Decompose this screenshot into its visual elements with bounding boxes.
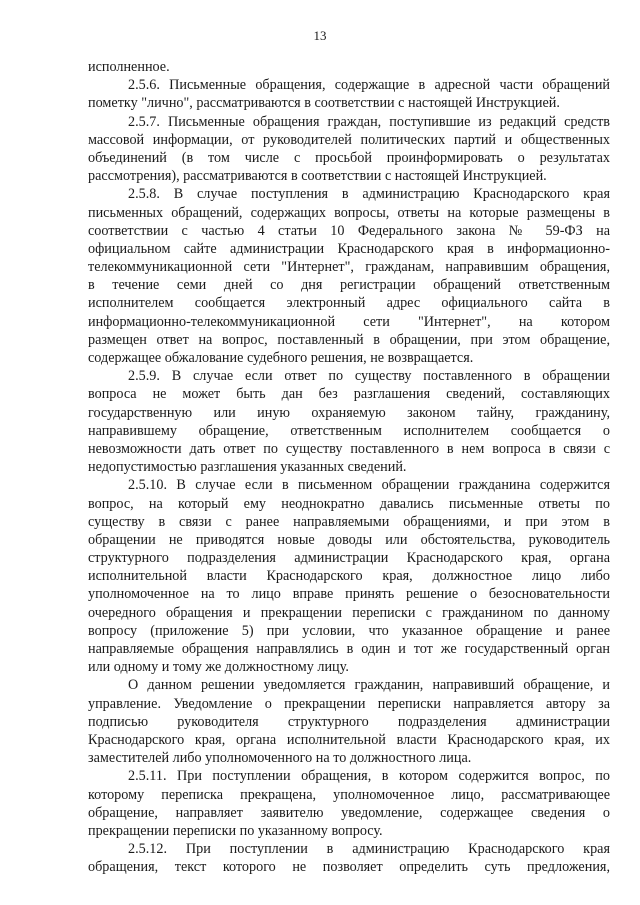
text-line: О данном решении уведомляется гражданин, направивший обращение, и: [128, 677, 610, 694]
text-line: исполнителем сообщается электронный адрес официального сайта в: [88, 295, 610, 312]
text-line: обращения, текст которого не позволяет определить суть предложения,: [88, 859, 610, 876]
text-line: направившему обращение, ответственным исполнителем сообщается о: [88, 422, 610, 439]
text-line: пометку "лично", рассматриваются в соответствии с настоящей Инструкцией.: [88, 95, 560, 112]
text-line: исполнительной власти Краснодарского края, должностное лицо либо: [88, 568, 610, 585]
text-line: 2.5.6. Письменные обращения, содержащие в адресной части обращений: [128, 77, 610, 94]
paragraph-p-2-5-9: [88, 367, 610, 476]
paragraph-continuation: [88, 58, 610, 76]
text-line: уполномоченное на то лицо вправе принять решение о безосновательности: [88, 586, 610, 603]
text-line: направляемые обращения направлялись в один и тот же государственный орган: [88, 641, 610, 657]
paragraph-p-2-5-6: [88, 76, 610, 112]
text-line: обращение, направляет заявителю уведомление, содержащее сведения о: [88, 804, 610, 821]
text-line: телекоммуникационной сети "Интернет", гражданам, направившим обращения,: [88, 259, 610, 276]
text-line: официальном сайте администрации Краснодарского края в информационно-: [88, 240, 610, 257]
text-line: содержащее обжалование судебного решения, не возвращается.: [88, 350, 474, 366]
text-line: недопустимостью разглашения указанных сведений.: [88, 459, 407, 476]
paragraph-p-2-5-8: [88, 185, 610, 367]
paragraph-p-decision: [88, 676, 610, 767]
text-line: 2.5.9. В случае если ответ по существу поставленного в обращении: [128, 368, 610, 385]
text-line: вопрос, на который ему неоднократно давались письменные ответы по: [88, 495, 610, 512]
text-line: 2.5.10. В случае если в письменном обращении гражданина содержится: [128, 477, 610, 494]
text-line: прекращении переписки по указанному вопросу.: [88, 822, 383, 839]
text-line: исполненное.: [88, 59, 170, 75]
text-line: подписью руководителя структурного подразделения администрации: [88, 713, 610, 730]
paragraph-p-2-5-12: [88, 840, 610, 876]
text-line: структурного подразделения администрации Краснодарского края, органа: [88, 550, 610, 567]
text-line: письменных обращений, содержащих вопросы, ответы на которые размещены в: [88, 204, 610, 221]
text-line: существу в связи с ранее направляемыми обращениями, и при этом в: [88, 513, 610, 530]
text-line: рассмотрения), рассматриваются в соответствии с настоящей Инструкцией.: [88, 168, 547, 185]
text-line: Краснодарского края, органа исполнительной власти Краснодарского края, их: [88, 731, 610, 748]
text-line: объединений (в том числе с просьбой проинформировать о результатах: [88, 149, 610, 166]
text-line: 2.5.11. При поступлении обращения, в котором содержится вопрос, по: [128, 768, 610, 785]
paragraph-p-2-5-11: [88, 767, 610, 840]
text-line: 2.5.7. Письменные обращения граждан, поступившие из редакций средств: [128, 113, 610, 130]
text-line: информационно-телекоммуникационной сети "Интернет", на котором: [88, 313, 610, 330]
text-line: очередного обращения и прекращении переписки с гражданином по данному: [88, 604, 610, 621]
text-line: заместителей либо уполномоченного на то должностного лица.: [88, 750, 472, 767]
text-line: в течение семи дней со дня регистрации обращений ответственным: [88, 277, 610, 294]
text-line: или одному и тому же должностному лицу.: [88, 659, 349, 676]
text-line: размещен ответ на вопрос, поставленный в обращении, при этом обращение,: [88, 331, 610, 348]
text-line: 2.5.12. При поступлении в администрацию Краснодарского края: [128, 841, 610, 858]
text-line: соответствии с частью 4 статьи 10 Федерального закона № 59-ФЗ на: [88, 222, 610, 239]
text-line: вопроса не может быть дан без разглашения сведений, составляющих: [88, 386, 610, 403]
text-line: невозможности дать ответ по существу поставленного в нем вопроса в связи с: [88, 440, 610, 457]
text-line: которому переписка прекращена, уполномоченное лицо, рассматривающее: [88, 786, 610, 803]
text-line: государственную или иную охраняемую законом тайну, гражданину,: [88, 404, 610, 421]
paragraph-p-2-5-10: [88, 476, 610, 676]
text-line: вопросу (приложение 5) при условии, что указанное обращение и ранее: [88, 622, 610, 639]
text-line: массовой информации, от руководителей политических партий и общественных: [88, 131, 610, 148]
text-line: обращении не приводятся новые доводы или обстоятельства, руководитель: [88, 531, 610, 548]
document-body: [88, 58, 610, 876]
text-line: 2.5.8. В случае поступления в администрацию Краснодарского края: [128, 186, 610, 203]
page-number: 13: [313, 28, 327, 43]
text-line: управление. Уведомление о прекращении переписки направляется автору за: [88, 695, 610, 712]
paragraph-p-2-5-7: [88, 113, 610, 186]
